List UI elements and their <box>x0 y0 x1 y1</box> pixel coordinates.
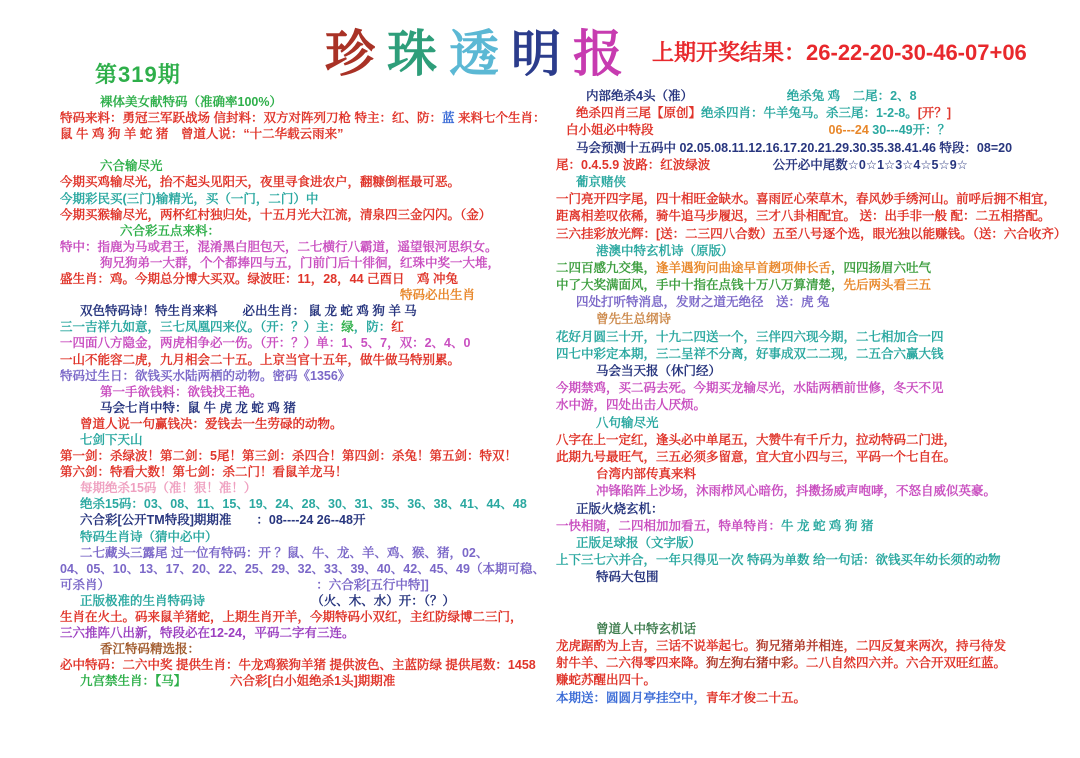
text-line <box>60 496 570 512</box>
text-segment: 必中特码：二六中奖 提供生肖：牛龙鸡猴狗羊猪 提供波色、主蓝防绿 提供尾数：1458 <box>60 658 536 673</box>
text-segment: 公开必中尾数☆0☆1☆3☆4☆5☆9☆ <box>710 157 968 172</box>
text-segment: 本期送：圆圆月亭挂空中， <box>556 690 707 705</box>
text-line <box>556 277 1080 294</box>
text-line <box>60 319 570 335</box>
text-segment: 港澳中特玄机诗（原版） <box>596 243 734 258</box>
text-line <box>556 466 1080 483</box>
text-line <box>556 311 1080 328</box>
text-line <box>556 672 1080 689</box>
text-segment: 葡京赌侠 <box>576 174 627 189</box>
text-segment: 中了大奖满面风，手中十指在点钱十万八万算清楚， <box>556 278 844 293</box>
text-segment: 水中游，四处出击人厌烦。 <box>556 398 707 413</box>
text-line <box>60 593 570 609</box>
text-line <box>556 690 1080 707</box>
text-segment: 特码生肖诗（猜中必中） <box>80 529 218 544</box>
text-segment: ：六合彩[五行中特]] <box>103 577 429 592</box>
text-line <box>60 335 570 351</box>
text-line <box>60 158 570 174</box>
text-line <box>556 552 1080 569</box>
issue-number: 第319期 <box>95 62 181 87</box>
text-line <box>556 432 1080 449</box>
left-column <box>60 94 570 689</box>
text-line <box>556 501 1080 518</box>
text-line <box>556 621 1080 638</box>
text-segment: 距离相差叹依稀，骑牛追马步履迟，三才八卦相配宜。 送：出手非一般 配：二五相搭配。 <box>556 209 1051 224</box>
text-line <box>556 191 1080 208</box>
text-segment: 马会七肖中特：鼠 牛 虎 龙 蛇 鸡 猪 <box>100 400 296 415</box>
text-segment: 曾先生总纲诗 <box>596 312 672 327</box>
text-segment: 二七藏头三露尾 过一位有特码：开 ？鼠、牛、龙、羊、鸡、猴、猪，02、 <box>80 545 489 560</box>
text-segment: 狗兄狗弟一大群，个个都捧四与五，门前门后十徘徊，红珠中奖一大堆， <box>100 255 501 270</box>
text-segment: 六合彩[公开TM特段]期期准 ：08----24 26--48开 <box>80 513 366 528</box>
text-segment: 一门亮开四字尾，四十相旺金缺水。喜雨匠心荣草木，春风妙手绣河山。前呼后拥不相宜， <box>556 192 1057 207</box>
title-char: 透 <box>449 26 511 82</box>
text-line <box>556 208 1080 225</box>
text-segment: 三一吉祥九如意，三七凤凰四来仪。（开：？）主： <box>60 320 342 335</box>
last-draw-result-label: 上期开奖结果： <box>652 40 807 65</box>
text-line <box>556 294 1080 311</box>
text-segment: 六合输尽光 <box>100 159 163 174</box>
report-title <box>325 14 635 86</box>
text-segment: 曾道人说一句赢钱决：爱钱去一生劳碌的动物。 <box>80 416 343 431</box>
text-line <box>60 255 570 271</box>
text-segment: 正版极准的生肖特码诗 <box>80 593 206 608</box>
text-segment: 盛生肖：鸡。今期总分博大买双。绿波旺：11，28，44 己酉日 鸡 冲兔 <box>60 272 458 287</box>
text-segment: 绝杀四肖：牛羊兔马。杀三尾：1-2-8。 <box>701 106 918 121</box>
text-segment: 逢羊遇狗问曲途早首趔项伸长舌 <box>656 260 832 275</box>
text-line <box>60 384 570 400</box>
text-segment: 青年才俊二十五。 <box>706 690 807 705</box>
text-segment: 六合彩五点来料： <box>120 223 221 238</box>
text-segment: 今期禁鸡，买二码去死。今期买龙输尽光，水陆两栖前世修，冬天不见 <box>556 381 944 396</box>
text-line <box>60 641 570 657</box>
text-segment: ，防： <box>353 320 392 335</box>
text-segment: ，四四扬眉六吐气 <box>831 260 932 275</box>
text-segment: 第一手欲钱料：欲钱找王艳。 <box>100 384 263 399</box>
last-draw-result-numbers: 26-22-20-30-46-07+06 <box>806 40 1027 65</box>
text-segment: 第一剑：杀绿波！第二剑：5尾！第三剑：杀四合！第四剑：杀兔！第五剑：特双！ <box>60 449 517 464</box>
text-line <box>60 529 570 545</box>
title-char: 珠 <box>387 26 449 82</box>
text-segment: 尾：0.4.5.9 波路：红波绿波 <box>556 157 711 172</box>
text-segment: [开？] <box>917 106 952 121</box>
text-segment: 一快相随，二四相加加看五，特单特肖： <box>556 518 782 533</box>
text-line <box>60 223 570 239</box>
text-line <box>60 368 570 384</box>
text-line <box>556 243 1080 260</box>
text-segment: 牛 龙 蛇 鸡 狗 猪 <box>781 518 874 533</box>
text-line <box>60 94 570 110</box>
text-segment: 06---24 <box>653 123 873 138</box>
text-line <box>556 226 1080 243</box>
text-segment: 30---49开：？ <box>872 123 951 138</box>
text-segment: 马会预测十五码中 02.05.08.11.12.16.17.20.21.29.30.35.38.41.46 特段：08=20 <box>576 140 1013 155</box>
text-segment: 一山不能容二虎，九月相会二十五。上京当官十五年，做牛做马特别累。 <box>60 352 461 367</box>
text-line <box>60 416 570 432</box>
text-segment: 第六剑：特看大数！第七剑：杀二门！看鼠羊龙马！ <box>60 465 348 480</box>
text-segment: 九宫禁生肖：【马】 <box>80 674 181 689</box>
text-line <box>60 512 570 528</box>
text-segment: 双色特码诗！特生肖来料 必出生肖： 鼠 龙 蛇 鸡 狗 羊 马 <box>80 304 417 319</box>
text-segment: 马会当天报（休门经） <box>596 364 722 378</box>
text-line <box>60 464 570 480</box>
text-segment: 冲锋陷阵上沙场，沐雨栉风心暗伤，抖擞扬威声咆哮，不怒自威似英豪。 <box>596 484 997 499</box>
text-segment: 一四面八方隐金，两虎相争必一伤。（开：？）单：1、5、7，双：2、4、0 <box>60 336 471 351</box>
text-line <box>60 239 570 255</box>
title-char: 明 <box>511 26 573 82</box>
text-segment: 特码大包围 <box>596 570 659 585</box>
text-line <box>60 577 570 593</box>
last-draw-result <box>652 36 1027 67</box>
text-line <box>556 105 1080 122</box>
text-segment: 04、05、10、13、17、20、22、25、29、32、33、39、40、42、45、49（本期可稳、 <box>60 561 545 576</box>
text-segment: 先后两头看三五 <box>843 278 932 293</box>
text-segment: 今期彩民买(三门)输精光，买（一门，二门）中 <box>60 191 319 206</box>
text-line <box>60 207 570 223</box>
text-line <box>60 657 570 673</box>
text-line <box>556 449 1080 466</box>
text-line <box>60 191 570 207</box>
text-segment: 三六挂彩放光辉：[送：二三四八合数）五至八号逐个选，眼光独以能赚钱。（送：六合收齐） <box>556 226 1067 241</box>
text-line <box>60 271 570 287</box>
text-segment: 内部绝杀4头（准） <box>586 89 687 103</box>
text-line <box>556 655 1080 672</box>
text-line <box>556 535 1080 552</box>
text-segment: 二四百感九交集， <box>556 260 657 275</box>
text-segment: 蓝 <box>441 111 455 126</box>
blank-line <box>556 604 1080 621</box>
text-segment: 来料七个生肖： <box>454 111 546 126</box>
text-line <box>60 400 570 416</box>
text-segment: 今期买猴输尽光，两杯红村独归处，十五月光大江流，清泉四三金闪闪。（金） <box>60 207 492 222</box>
text-line <box>556 140 1080 157</box>
text-segment: 今期买鸡输尽光，抬不起头见阳天，夜里寻食进农户，翻糠倒框最可恶。 <box>60 175 461 190</box>
text-segment: 绝杀15码：03、08、11、15、19、24、28、30、31、35、36、38、41、44、48 <box>80 497 527 512</box>
text-line <box>556 380 1080 397</box>
text-segment: 狗兄猪弟并相连 <box>756 639 844 653</box>
text-line <box>556 88 1080 105</box>
text-line <box>60 609 570 625</box>
text-line <box>60 110 570 126</box>
text-segment: 正版足球报（文字版） <box>576 535 702 550</box>
title-char: 报 <box>573 26 635 82</box>
blank-line <box>60 142 570 158</box>
text-segment: 可杀肖） <box>60 577 104 592</box>
text-segment: 香江特码精选报： <box>100 642 201 657</box>
text-line <box>60 174 570 190</box>
text-segment: 生肖在火土。码来鼠羊猪蛇，上期生肖开羊，今期特码小双红，主红防绿博二三门， <box>60 610 523 624</box>
text-segment: 绿 <box>341 320 354 335</box>
text-segment: 此期九号最旺气，三五必须多留意，宜大宜小四与三，平码一个七自在。 <box>556 449 957 464</box>
text-line <box>60 126 570 142</box>
text-segment: 花好月圆三十开，十九二四送一个，三伴四六现今期，二七相加合一四 <box>556 329 944 344</box>
text-line <box>556 329 1080 346</box>
text-line <box>60 432 570 448</box>
text-segment: 红 <box>391 320 404 335</box>
text-segment: 三六推阵八出新，特段必在12-24，平码二字有三连。 <box>60 626 355 641</box>
text-line <box>556 122 1080 139</box>
text-line <box>556 518 1080 535</box>
text-line <box>60 303 570 319</box>
text-segment: 鼠 牛 鸡 狗 羊 蛇 猪 曾道人说：“十二华载云雨来” <box>60 127 344 142</box>
text-line <box>60 625 570 641</box>
text-line <box>556 157 1080 174</box>
text-segment: 六合彩[白小姐绝杀1头]期期准 <box>180 674 396 689</box>
blank-line <box>556 586 1080 603</box>
text-segment: 狗左狗右猪中彩 <box>706 656 794 671</box>
text-segment: 绝杀四肖三尾【原创】 <box>576 106 702 121</box>
text-line <box>556 397 1080 414</box>
text-segment: 特中：指鹿为马或君王，混淆黑白胆包天，二七横行八霸道，遥望银河思织女。 <box>60 239 498 254</box>
text-line <box>60 545 570 561</box>
text-line <box>556 638 1080 655</box>
right-column <box>556 88 1080 707</box>
text-segment: 白小姐必中特段 <box>566 123 654 138</box>
text-segment: 特码过生日：欲钱买水陆两栖的动物。密码《1356》 <box>60 368 351 383</box>
text-line <box>556 363 1080 380</box>
text-segment: 绝杀兔 鸡 二尾：2、8 <box>686 89 917 103</box>
text-segment: 每期绝杀15码（准！狠！准！） <box>80 481 257 496</box>
text-line <box>556 483 1080 500</box>
text-segment: 四处打听特消息，发财之道无绝径 送：虎 兔 <box>576 295 830 310</box>
text-line <box>60 287 570 303</box>
text-segment: 曾道人中特玄机话 <box>596 621 697 636</box>
text-line <box>60 352 570 368</box>
text-segment: 射牛羊、二六得零四来降。 <box>556 656 707 671</box>
text-segment: 八句输尽光 <box>596 415 659 430</box>
text-line <box>556 346 1080 363</box>
text-line <box>556 569 1080 586</box>
text-segment: 八字在上一定红，逢头必中单尾五，大赞牛有千斤力，拉动特码二门进， <box>556 432 957 447</box>
text-segment: 正版火烧玄机： <box>576 501 664 516</box>
text-segment: 台湾内部传真来料 <box>596 467 697 482</box>
text-segment: （火、木、水）开：（？） <box>205 593 456 608</box>
title-char: 珍 <box>325 26 387 82</box>
text-segment: ，二四反复来两次，持弓待发 <box>843 639 1007 653</box>
text-line <box>60 561 570 577</box>
text-line <box>60 673 570 689</box>
text-segment: 裸体美女献特码（准确率100%） <box>100 95 282 109</box>
text-line <box>60 448 570 464</box>
text-line <box>556 415 1080 432</box>
text-segment: 特码必出生肖 <box>400 288 476 303</box>
text-segment: 上下三七六并合，一年只得见一次 特码为单数 给一句话：欲钱买年幼长须的动物 <box>556 553 1001 568</box>
text-line <box>556 174 1080 191</box>
text-line <box>556 260 1080 277</box>
text-line <box>60 480 570 496</box>
text-segment: 七剑下天山 <box>80 432 143 447</box>
text-segment: 四七中彩定本期，三二呈祥不分离，好事成双二二现，二五合六赢大钱 <box>556 346 944 361</box>
text-segment: 赚蛇苏醒出四十。 <box>556 673 657 688</box>
text-segment: 龙虎踞酌为上吉，三话不说举起七。 <box>556 639 757 653</box>
text-segment: 特码来料：勇冠三军跃战场 信封料：双方对阵列刀枪 特主：红、防： <box>60 111 442 126</box>
text-segment: 。二八自然四六并。六合开双旺红蓝。 <box>793 656 1007 671</box>
